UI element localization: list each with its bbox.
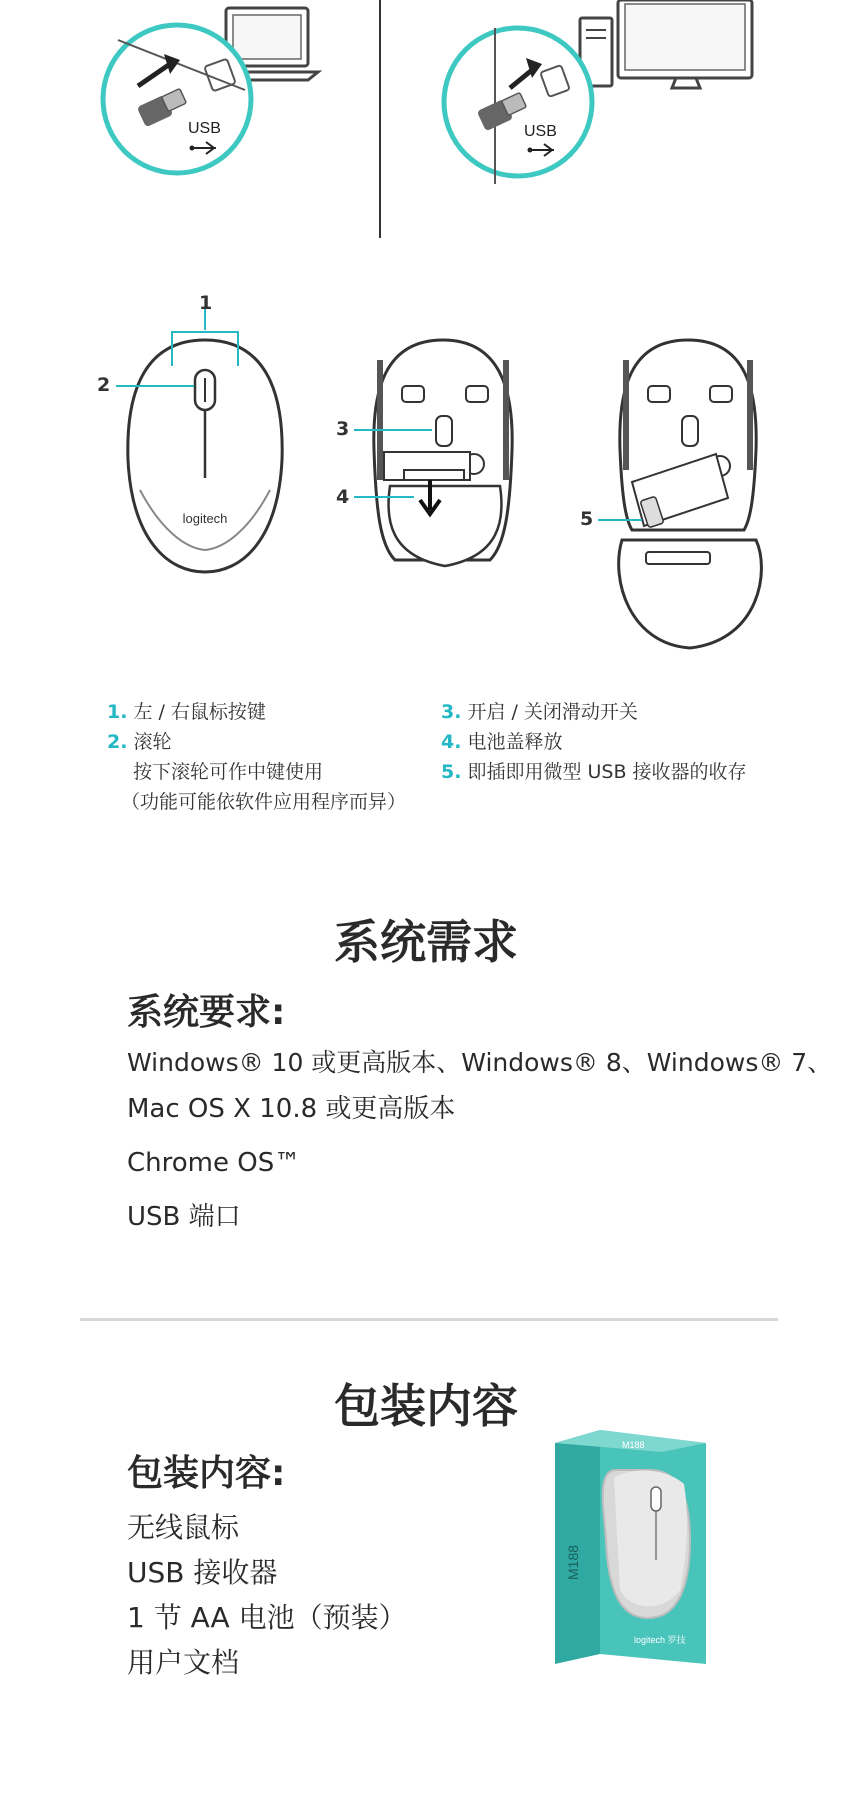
svg-text:USB: USB <box>188 120 221 137</box>
svg-text:USB: USB <box>524 123 557 140</box>
svg-text:M188: M188 <box>565 1544 581 1580</box>
product-box-icon <box>555 1430 706 1664</box>
package-section-title: 包装内容 <box>334 1379 518 1433</box>
callout-1: 1 <box>199 292 213 314</box>
requirement-os-windows: Windows® 10 或更高版本、Windows® 8、Windows® 7、 <box>127 1048 833 1077</box>
system-heading: 系统要求: <box>127 992 286 1033</box>
callout-2: 2 <box>97 374 111 396</box>
package-item-battery: 1 节 AA 电池（预装） <box>127 1601 407 1634</box>
package-item-documentation: 用户文档 <box>127 1646 240 1679</box>
system-section-title: 系统需求 <box>334 915 518 969</box>
part-item-3: 3. 开启 / 关闭滑动开关 <box>441 701 638 723</box>
package-item-receiver: USB 接收器 <box>127 1556 278 1589</box>
part-item-4: 4. 电池盖释放 <box>441 731 563 753</box>
part-item-5: 5. 即插即用微型 USB 接收器的收存 <box>441 761 747 783</box>
package-item-mouse: 无线鼠标 <box>127 1511 240 1544</box>
package-heading: 包装内容: <box>127 1453 286 1494</box>
callout-4: 4 <box>336 486 350 508</box>
part-item-2: 2. 滚轮 <box>107 731 172 753</box>
part-item-2-note-2: （功能可能依软件应用程序而异） <box>121 791 407 813</box>
svg-text:logitech 罗技: logitech 罗技 <box>634 1635 686 1645</box>
requirement-chrome-os: Chrome OS™ <box>127 1148 301 1178</box>
svg-text:logitech: logitech <box>182 511 228 526</box>
requirement-os-mac: Mac OS X 10.8 或更高版本 <box>127 1094 456 1124</box>
requirement-usb-port: USB 端口 <box>127 1202 241 1232</box>
callout-5: 5 <box>580 508 594 530</box>
part-item-1: 1. 左 / 右鼠标按键 <box>107 701 266 723</box>
part-item-2-note: 按下滚轮可作中键使用 <box>133 761 324 783</box>
svg-text:M188: M188 <box>622 1440 645 1450</box>
callout-3: 3 <box>336 418 350 440</box>
